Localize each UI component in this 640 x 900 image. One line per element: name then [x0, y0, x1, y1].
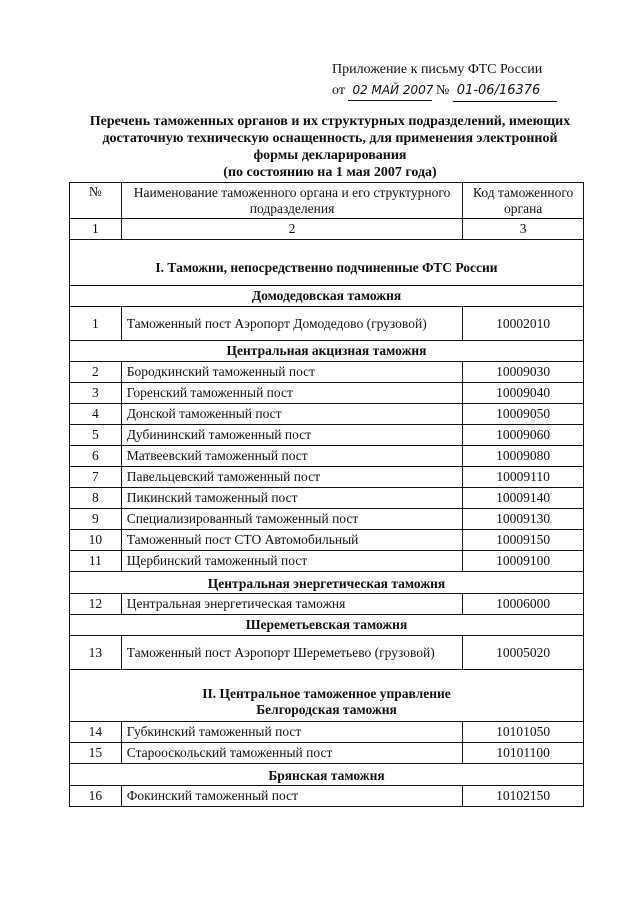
header-num: № — [70, 183, 122, 219]
row-name: Донской таможенный пост — [121, 404, 463, 425]
title-line-4: (по состоянию на 1 мая 2007 года) — [223, 165, 437, 180]
row-code: 10101050 — [463, 722, 584, 743]
row-number: 15 — [70, 743, 122, 764]
row-name: Специализированный таможенный пост — [121, 509, 463, 530]
row-number: 2 — [70, 362, 122, 383]
header-name: Наименование таможенного органа и его структурного подразделения — [121, 183, 463, 219]
row-code: 10009110 — [463, 467, 584, 488]
row-code: 10009040 — [463, 383, 584, 404]
section-row — [70, 670, 584, 722]
row-number: 3 — [70, 383, 122, 404]
table-row — [70, 446, 584, 467]
row-number: 6 — [70, 446, 122, 467]
table-row — [70, 307, 584, 341]
row-code: 10009130 — [463, 509, 584, 530]
section-2-line-2: Белгородская таможня — [256, 702, 397, 717]
row-code: 10009140 — [463, 488, 584, 509]
row-code: 10009150 — [463, 530, 584, 551]
row-name: Старооскольский таможенный пост — [121, 743, 463, 764]
customs-sheremetyevo: Шереметьевская таможня — [70, 615, 584, 636]
table-row — [70, 362, 584, 383]
row-number: 1 — [70, 307, 122, 341]
row-number: 4 — [70, 404, 122, 425]
from-label: от — [332, 83, 345, 98]
customs-row — [70, 341, 584, 362]
row-code: 10009080 — [463, 446, 584, 467]
table-row — [70, 509, 584, 530]
row-number: 5 — [70, 425, 122, 446]
row-number: 7 — [70, 467, 122, 488]
row-code: 10005020 — [463, 636, 584, 670]
row-name: Матвеевский таможенный пост — [121, 446, 463, 467]
customs-bryansk: Брянская таможня — [70, 764, 584, 786]
row-name: Дубининский таможенный пост — [121, 425, 463, 446]
row-name: Фокинский таможенный пост — [121, 786, 463, 807]
row-name: Павельцевский таможенный пост — [121, 467, 463, 488]
row-name: Таможенный пост Аэропорт Домодедово (грузовой) — [121, 307, 463, 341]
row-name: Таможенный пост СТО Автомобильный — [121, 530, 463, 551]
appendix-label: Приложение к письму ФТС России — [332, 62, 543, 77]
table-row — [70, 404, 584, 425]
row-code: 10009030 — [463, 362, 584, 383]
customs-central-excise: Центральная акцизная таможня — [70, 341, 584, 362]
row-name: Таможенный пост Аэропорт Шереметьево (грузовой) — [121, 636, 463, 670]
row-name: Губкинский таможенный пост — [121, 722, 463, 743]
table-row — [70, 594, 584, 615]
customs-central-energy: Центральная энергетическая таможня — [70, 572, 584, 594]
col-number-2: 2 — [121, 219, 463, 240]
table-row — [70, 530, 584, 551]
row-name: Пикинский таможенный пост — [121, 488, 463, 509]
title-line-3: формы декларирования — [253, 148, 407, 163]
col-number-1: 1 — [70, 219, 122, 240]
table-header-row — [70, 183, 584, 219]
letter-number: 01-06/16376 — [453, 81, 557, 102]
customs-row — [70, 286, 584, 307]
row-code: 10006000 — [463, 594, 584, 615]
header-code: Код таможенного органа — [463, 183, 584, 219]
row-code: 10101100 — [463, 743, 584, 764]
section-2-line-1: II. Центральное таможенное управление — [202, 686, 451, 701]
row-name: Бородкинский таможенный пост — [121, 362, 463, 383]
table-row — [70, 551, 584, 572]
section-1-title: I. Таможни, непосредственно подчиненные ФТС России — [70, 240, 584, 286]
table-row — [70, 425, 584, 446]
table-row — [70, 743, 584, 764]
row-code: 10002010 — [463, 307, 584, 341]
customs-row — [70, 572, 584, 594]
row-code: 10009060 — [463, 425, 584, 446]
customs-domodedovo: Домодедовская таможня — [70, 286, 584, 307]
row-number: 16 — [70, 786, 122, 807]
table-row — [70, 467, 584, 488]
section-row — [70, 240, 584, 286]
row-code: 10102150 — [463, 786, 584, 807]
row-number: 12 — [70, 594, 122, 615]
row-name: Щербинский таможенный пост — [121, 551, 463, 572]
table-row — [70, 488, 584, 509]
row-number: 9 — [70, 509, 122, 530]
table-row — [70, 383, 584, 404]
number-label: № — [435, 83, 450, 98]
table-row — [70, 722, 584, 743]
customs-row — [70, 764, 584, 786]
table-row — [70, 636, 584, 670]
title-line-1: Перечень таможенных органов и их структурных подразделений, имеющих — [89, 114, 571, 129]
letter-header — [332, 60, 592, 102]
document-title — [70, 113, 590, 181]
row-number: 14 — [70, 722, 122, 743]
table-row — [70, 786, 584, 807]
customs-row — [70, 615, 584, 636]
row-code: 10009050 — [463, 404, 584, 425]
row-number: 11 — [70, 551, 122, 572]
row-name: Центральная энергетическая таможня — [121, 594, 463, 615]
section-2-title — [70, 670, 584, 722]
row-name: Горенский таможенный пост — [121, 383, 463, 404]
row-number: 10 — [70, 530, 122, 551]
date-number-line — [332, 80, 592, 102]
row-number: 8 — [70, 488, 122, 509]
row-number: 13 — [70, 636, 122, 670]
customs-table — [69, 182, 584, 807]
col-number-3: 3 — [463, 219, 584, 240]
row-code: 10009100 — [463, 551, 584, 572]
letter-date: 02 МАЙ 2007 — [348, 80, 432, 101]
title-line-2: достаточную техническую оснащенность, для применения электронной — [102, 131, 558, 146]
column-number-row — [70, 219, 584, 240]
